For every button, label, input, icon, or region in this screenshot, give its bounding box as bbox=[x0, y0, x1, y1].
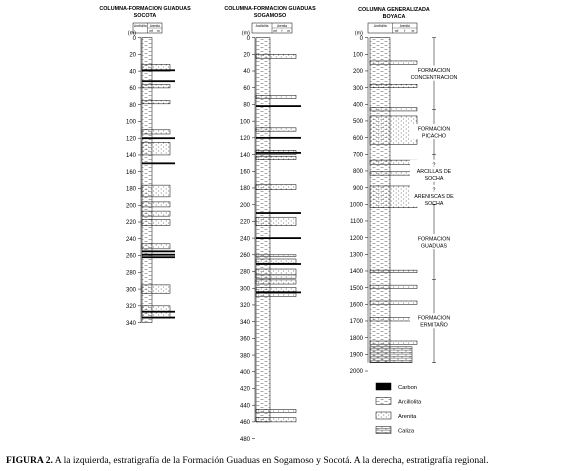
sandstone-bed bbox=[370, 301, 417, 304]
sandstone-bed bbox=[256, 287, 296, 291]
sandstone-bed bbox=[256, 54, 296, 58]
coal-bed bbox=[256, 237, 301, 239]
axis-tick-label: 380 bbox=[239, 353, 250, 360]
formation-label: CONCENTRACION bbox=[410, 74, 458, 81]
sandstone-bed bbox=[256, 293, 296, 296]
axis-tick-label: 200 bbox=[125, 203, 136, 210]
sandstone-bed bbox=[256, 128, 296, 131]
axis-tick-label: 340 bbox=[239, 319, 250, 326]
sandstone-bed bbox=[370, 270, 417, 273]
axis-tick-label: 160 bbox=[125, 169, 136, 176]
coal-bed bbox=[256, 292, 301, 294]
legend-swatch-limestone bbox=[376, 427, 391, 434]
formation-bracket bbox=[410, 38, 458, 110]
axis-tick-label: 500 bbox=[352, 119, 363, 126]
column-header-label: Arcillolita bbox=[373, 24, 387, 28]
axis-tick-label: 1700 bbox=[349, 319, 363, 326]
formation-bracket bbox=[410, 185, 458, 207]
coal-bed bbox=[142, 317, 175, 319]
sandstone-bed bbox=[370, 285, 417, 288]
coal-bed bbox=[142, 80, 175, 82]
axis-tick-label: 1500 bbox=[349, 285, 363, 292]
axis-tick-label: 260 bbox=[125, 253, 136, 260]
axis-tick-label: 300 bbox=[239, 286, 250, 293]
axis-tick-label: 900 bbox=[352, 185, 363, 192]
axis-tick-label: 1600 bbox=[349, 302, 363, 309]
formation-label: SOCHA bbox=[424, 175, 444, 182]
column-title: SOCOTA bbox=[133, 13, 157, 19]
axis-tick-label: 1200 bbox=[349, 235, 363, 242]
grain-size-label: m bbox=[411, 29, 415, 33]
axis-tick-label: 220 bbox=[125, 220, 136, 227]
formation-label: ARENISCAS DE bbox=[414, 194, 454, 201]
column-title: COLUMNA-FORMACION GUADUAS bbox=[99, 6, 191, 12]
coal-bed bbox=[142, 162, 175, 164]
formation-label: SOCHA bbox=[424, 200, 444, 207]
formation-bracket bbox=[410, 279, 458, 362]
grain-size-label: f bbox=[404, 29, 406, 33]
sandstone-bed bbox=[142, 142, 170, 155]
legend-label-sandstone: Arenita bbox=[398, 414, 417, 420]
axis-tick-label: 1100 bbox=[350, 219, 363, 226]
legend-swatch-coal bbox=[376, 383, 391, 390]
grain-size-label: mf bbox=[394, 29, 399, 33]
axis-tick-label: 80 bbox=[129, 102, 136, 109]
axis-tick-label: 100 bbox=[125, 119, 136, 126]
column-header-label: Arcillolita bbox=[255, 24, 269, 28]
sandstone-bed bbox=[142, 202, 170, 207]
sandstone-bed bbox=[370, 341, 417, 344]
sandstone-bed bbox=[370, 172, 417, 175]
sandstone-bed bbox=[256, 409, 296, 412]
coal-bed bbox=[142, 137, 175, 139]
formation-label: ? bbox=[432, 162, 436, 169]
formation-label: ARCILLAS DE bbox=[416, 169, 452, 176]
axis-tick-label: 280 bbox=[239, 269, 250, 276]
legend-label-limestone: Caliza bbox=[398, 428, 415, 435]
sandstone-bed bbox=[142, 219, 170, 225]
axis-tick-label: 320 bbox=[239, 303, 250, 310]
axis-unit-label: (m) bbox=[241, 30, 250, 37]
columns-layer bbox=[99, 6, 430, 443]
axis-tick-label: 360 bbox=[239, 336, 250, 343]
axis-unit-label: (m) bbox=[127, 30, 136, 37]
axis-tick-label: 120 bbox=[239, 136, 250, 143]
formation-label: PICACHO bbox=[421, 133, 447, 140]
limestone-bed bbox=[370, 347, 412, 363]
grain-size-label: mf bbox=[273, 29, 278, 33]
axis-tick-label: 240 bbox=[239, 236, 250, 243]
axis-tick-label: 0 bbox=[132, 35, 136, 42]
sandstone-bed bbox=[256, 269, 296, 275]
axis-tick-label: 400 bbox=[352, 102, 363, 109]
formation-label: FORMACION bbox=[417, 315, 451, 322]
column-socota bbox=[99, 6, 191, 327]
axis-tick-label: 800 bbox=[352, 169, 363, 176]
sandstone-bed bbox=[256, 275, 296, 278]
coal-bed bbox=[256, 105, 301, 107]
coal-bed bbox=[256, 137, 301, 139]
axis-tick-label: 300 bbox=[352, 85, 363, 92]
axis-tick-label: 220 bbox=[239, 219, 250, 226]
sandstone-bed bbox=[256, 217, 296, 225]
legend-label-coal: Carbon bbox=[398, 385, 418, 391]
axis-tick-label: 1900 bbox=[349, 352, 363, 359]
grain-size-label: f bbox=[281, 29, 283, 33]
sandstone-bed bbox=[256, 280, 296, 284]
coal-bed bbox=[142, 69, 175, 71]
legend-swatch-sandstone bbox=[376, 412, 391, 419]
formation-label: FORMACION bbox=[417, 126, 451, 133]
axis-tick-label: 140 bbox=[239, 152, 250, 159]
sandstone-bed bbox=[370, 108, 417, 111]
grain-size-label: m bbox=[287, 29, 290, 33]
sandstone-bed bbox=[256, 259, 296, 263]
axis-tick-label: 340 bbox=[125, 320, 136, 327]
formation-label: FORMACION bbox=[417, 68, 451, 75]
formation-bracket bbox=[410, 204, 458, 279]
column-title: COLUMNA GENERALIZADA bbox=[358, 7, 430, 13]
coal-bed bbox=[142, 254, 175, 256]
formation-label: ? bbox=[432, 187, 436, 194]
axis-tick-label: 60 bbox=[129, 86, 136, 93]
column-title: BOYACA bbox=[382, 14, 406, 20]
coal-bed bbox=[142, 311, 175, 313]
axis-tick-label: 40 bbox=[129, 69, 136, 76]
formation-bracket bbox=[410, 154, 458, 187]
column-header-label: Arenita bbox=[399, 24, 410, 28]
axis-tick-label: 180 bbox=[125, 186, 136, 193]
axis-tick-label: 240 bbox=[125, 236, 136, 243]
axis-tick-label: 280 bbox=[125, 270, 136, 277]
axis-tick-label: 20 bbox=[243, 52, 250, 59]
column-sogamoso bbox=[224, 6, 316, 443]
coal-bed bbox=[142, 250, 175, 252]
sandstone-bed bbox=[142, 211, 170, 216]
axis-tick-label: 440 bbox=[239, 403, 250, 410]
sandstone-bed bbox=[142, 285, 170, 293]
column-header-label: Arenita bbox=[149, 24, 160, 28]
sandstone-bed bbox=[370, 318, 417, 321]
grain-size-label: m bbox=[157, 29, 160, 33]
axis-tick-label: 320 bbox=[125, 304, 136, 311]
coal-bed bbox=[256, 263, 301, 265]
axis-tick-label: 460 bbox=[239, 420, 250, 427]
sandstone-bed bbox=[256, 95, 296, 98]
formation-label: ERMITAÑO bbox=[420, 322, 448, 329]
column-header-label: Arenita bbox=[276, 24, 288, 28]
sandstone-bed bbox=[256, 418, 296, 422]
sandstone-bed bbox=[370, 116, 417, 144]
coal-bed bbox=[142, 256, 175, 258]
legend bbox=[376, 383, 422, 435]
column-title: COLUMNA-FORMACION GUADUAS bbox=[224, 6, 316, 12]
column-header-label: Arcillolita bbox=[133, 24, 147, 28]
caption-text: A la izquierda, estratigrafía de la Formación Guaduas en Sogamoso y Socotá. A la derecha, estratigrafía regional. bbox=[52, 455, 489, 466]
axis-tick-label: 40 bbox=[243, 69, 250, 76]
grain-size-label: mf bbox=[149, 29, 153, 33]
coal-bed bbox=[256, 152, 301, 154]
axis-tick-label: 300 bbox=[125, 287, 136, 294]
sandstone-bed bbox=[142, 100, 170, 103]
axis-tick-label: 140 bbox=[125, 153, 136, 160]
axis-tick-label: 180 bbox=[239, 186, 250, 193]
formation-label: GUADUAS bbox=[420, 243, 448, 250]
axis-tick-label: 400 bbox=[239, 369, 250, 376]
axis-tick-label: 700 bbox=[352, 152, 363, 159]
axis-tick-label: 200 bbox=[239, 202, 250, 209]
sandstone-bed bbox=[370, 61, 417, 64]
axis-tick-label: 480 bbox=[239, 436, 250, 443]
column-title: SOGAMOSO bbox=[253, 13, 287, 19]
sandstone-bed bbox=[370, 186, 417, 208]
caption-label: FIGURA 2. bbox=[6, 455, 53, 466]
axis-tick-label: 1300 bbox=[349, 252, 363, 259]
axis-tick-label: 600 bbox=[352, 135, 363, 142]
sandstone-bed bbox=[256, 156, 296, 159]
legend-swatch-claystone bbox=[376, 398, 391, 405]
axis-tick-label: 60 bbox=[243, 85, 250, 92]
axis-tick-label: 80 bbox=[243, 102, 250, 109]
axis-tick-label: 100 bbox=[239, 119, 250, 126]
axis-tick-label: 0 bbox=[246, 35, 250, 42]
axis-tick-label: 20 bbox=[129, 52, 136, 59]
axis-tick-label: 260 bbox=[239, 253, 250, 260]
axis-tick-label: 420 bbox=[239, 386, 250, 393]
sandstone-bed bbox=[142, 130, 170, 134]
sandstone-bed bbox=[370, 160, 417, 164]
sandstone-bed bbox=[256, 255, 296, 257]
sandstone-bed bbox=[142, 85, 170, 88]
axis-tick-label: 120 bbox=[125, 136, 136, 143]
axis-tick-label: 1400 bbox=[349, 269, 363, 276]
sandstone-bed bbox=[142, 185, 170, 197]
axis-tick-label: 100 bbox=[352, 52, 363, 59]
axis-tick-label: 160 bbox=[239, 169, 250, 176]
sandstone-bed bbox=[370, 84, 417, 87]
sandstone-bed bbox=[256, 185, 296, 190]
axis-tick-label: 1000 bbox=[349, 202, 363, 209]
sandstone-bed bbox=[142, 244, 170, 249]
formation-label: FORMACION bbox=[417, 236, 451, 243]
axis-unit-label: (m) bbox=[354, 30, 363, 37]
axis-tick-label: 2000 bbox=[349, 369, 363, 376]
axis-tick-label: 0 bbox=[359, 35, 363, 42]
coal-bed bbox=[256, 212, 301, 214]
axis-tick-label: 200 bbox=[352, 69, 363, 76]
legend-label-claystone: Arcillolita bbox=[398, 399, 422, 406]
axis-tick-label: 1800 bbox=[349, 335, 363, 342]
figure-caption bbox=[6, 455, 568, 466]
